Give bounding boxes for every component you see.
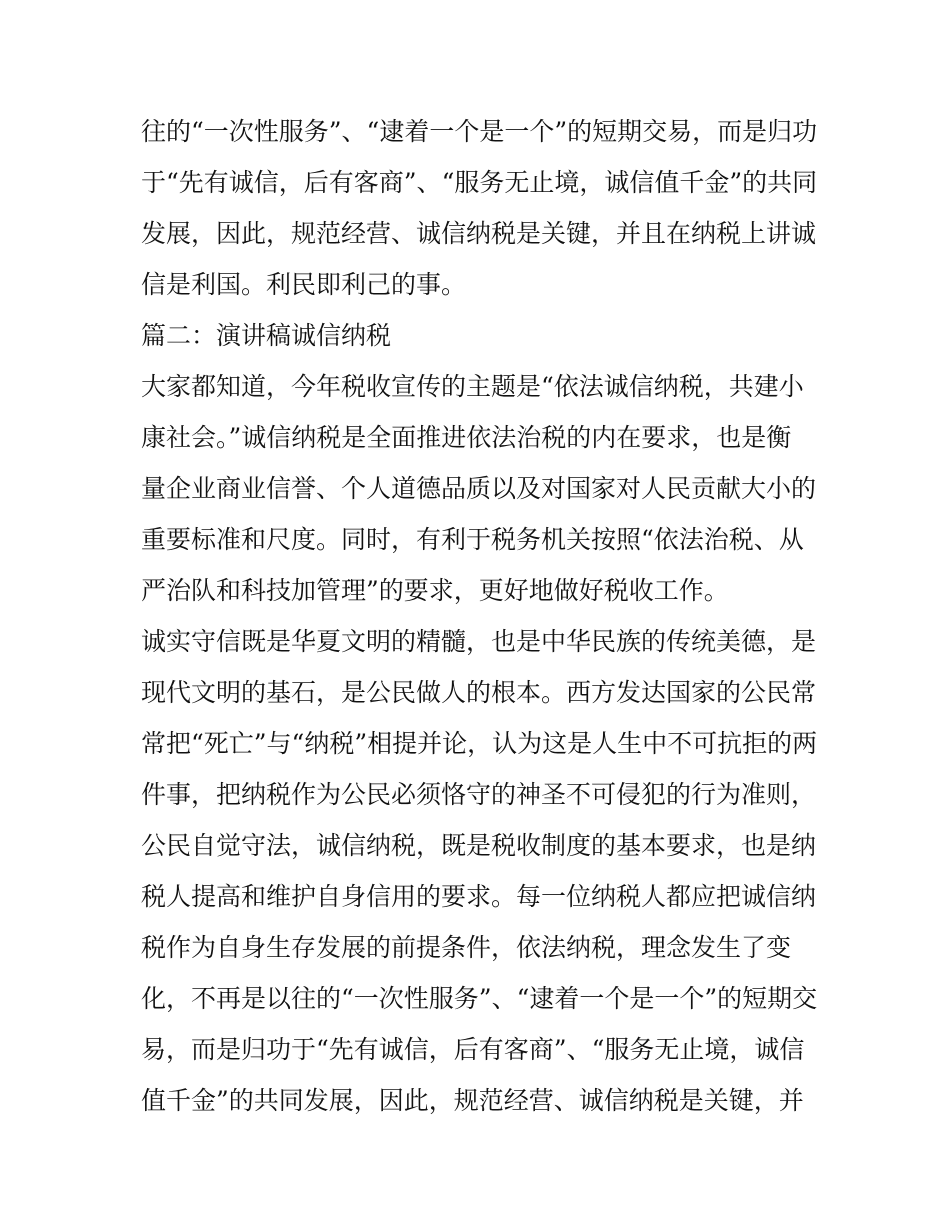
text-line: 易，而是归功于“先有诚信，后有客商”、“服务无止境，诚信 — [141, 1035, 805, 1064]
text-line: 公民自觉守法，诚信纳税，既是税收制度的基本要求，也是纳 — [141, 831, 817, 860]
text-line: 化，不再是以往的“一次性服务”、“逮着一个是一个”的短期交 — [141, 984, 818, 1013]
section-heading: 篇二：演讲稿诚信纳税 — [141, 321, 392, 350]
text-line: 信是利国。利民即利己的事。 — [141, 270, 467, 299]
text-line: 于“先有诚信，后有客商”、“服务无止境，诚信值千金”的共同 — [141, 168, 818, 197]
text-line: 现代文明的基石，是公民做人的根本。西方发达国家的公民常 — [141, 678, 817, 707]
text-line: 税人提高和维护自身信用的要求。每一位纳税人都应把诚信纳 — [141, 882, 817, 911]
text-line: 重要标准和尺度。同时，有利于税务机关按照“依法治税、从 — [141, 525, 804, 554]
text-line: 常把“死亡”与“纳税”相提并论，认为这是人生中不可抗拒的两 — [141, 729, 818, 758]
text-line: 往的“一次性服务”、“逮着一个是一个”的短期交易，而是归功 — [141, 117, 818, 146]
text-line: 值千金”的共同发展，因此，规范经营、诚信纳税是关键，并 — [141, 1086, 804, 1115]
text-line: 大家都知道，今年税收宣传的主题是“依法诚信纳税，共建小 — [141, 372, 804, 401]
text-line: 诚实守信既是华夏文明的精髓，也是中华民族的传统美德，是 — [141, 627, 817, 656]
document-body — [141, 106, 821, 1126]
text-line: 件事，把纳税作为公民必须恪守的神圣不可侵犯的行为准则， — [141, 780, 817, 809]
text-line: 严治队和科技加管理”的要求，更好地做好税收工作。 — [141, 576, 729, 605]
text-line: 发展，因此，规范经营、诚信纳税是关键，并且在纳税上讲诚 — [141, 219, 817, 248]
text-line: 量企业商业信誉、个人道德品质以及对国家对人民贡献大小的 — [141, 474, 817, 503]
text-line: 康社会。”诚信纳税是全面推进依法治税的内在要求，也是衡 — [141, 423, 792, 452]
text-line: 税作为自身生存发展的前提条件，依法纳税，理念发生了变 — [141, 933, 792, 962]
